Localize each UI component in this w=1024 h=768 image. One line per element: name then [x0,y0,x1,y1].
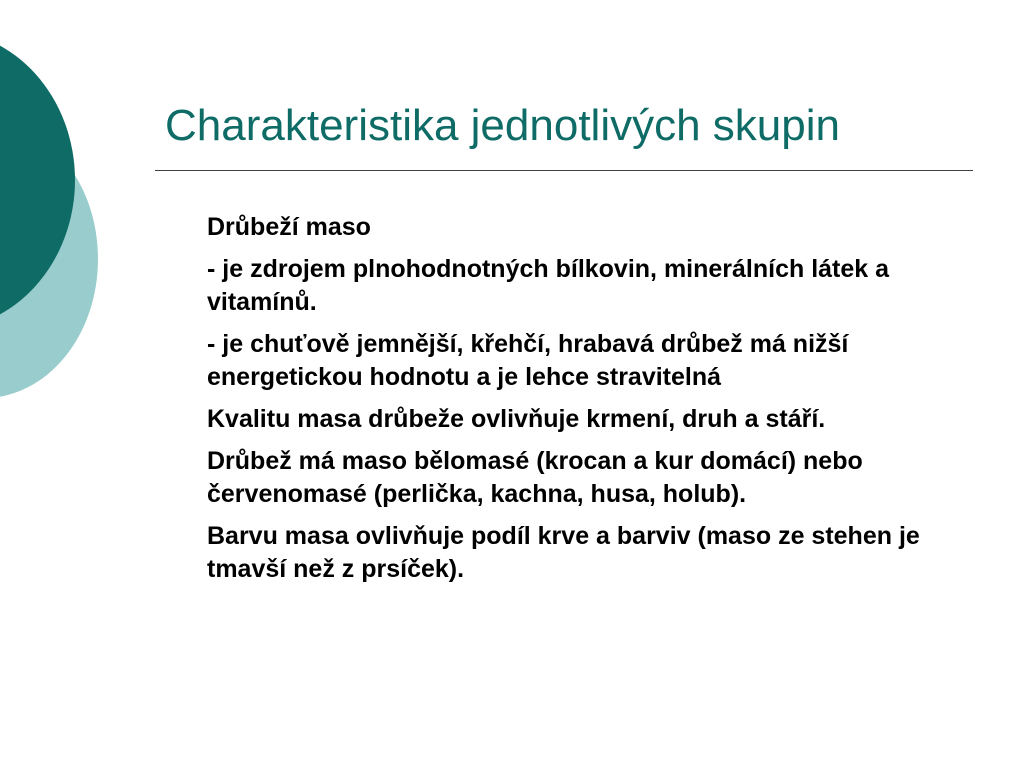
paragraph-taste: - je chuťově jemnější, křehčí, hrabavá drůbež má nižší energetickou hodnotu a je lehce stravitelná [207,330,849,391]
slide-body [207,211,987,595]
paragraph-heading: Drůbeží maso [207,213,371,241]
paragraph-meat-types: Drůbež má maso bělomasé (krocan a kur domácí) nebo červenomasé (perlička, kachna, husa, holub). [207,447,863,508]
paragraph-quality: Kvalitu masa drůbeže ovlivňuje krmení, druh a stáří. [207,405,826,433]
paragraph-proteins: - je zdrojem plnohodnotných bílkovin, minerálních látek a vitamínů. [207,255,890,316]
title-divider [155,170,973,171]
slide-title: Charakteristika jednotlivých skupin [165,101,840,150]
paragraph-color: Barvu masa ovlivňuje podíl krve a barviv (maso ze stehen je tmavší než z prsíček). [207,522,920,583]
